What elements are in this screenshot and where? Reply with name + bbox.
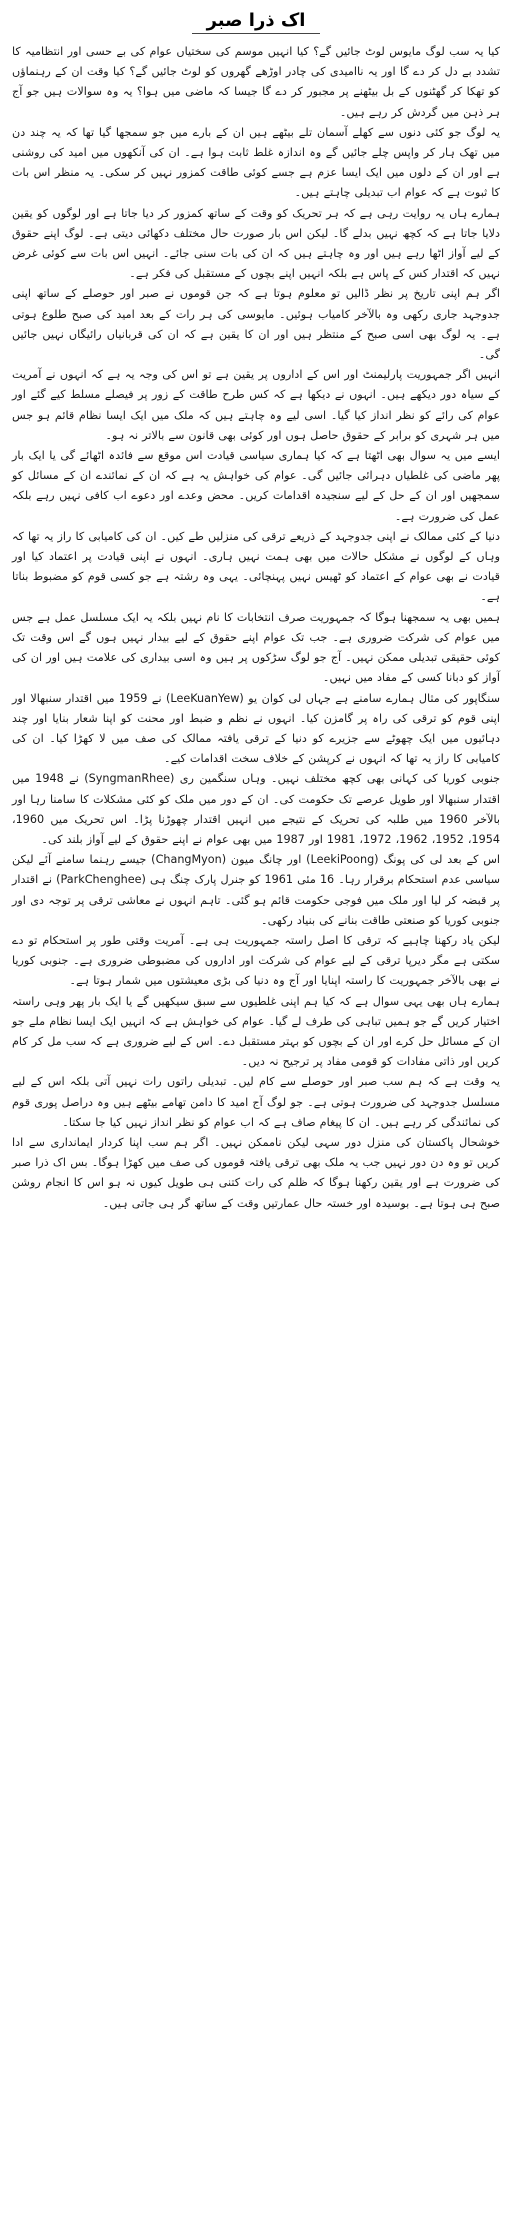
article-paragraph: انہیں اگر جمہوریت پارلیمنٹ اور اس کے اداروں پر یقین ہے تو اس کی وجہ یہ ہے کہ انہوں نے آمریت کے سیاہ دور دیکھے ہیں۔ انہوں نے دیکھا ہے کہ کس طرح طاقت کے زور پر فیصلے مسلط کیے گئے اور عوام کی رائے کو نظر انداز کیا گیا۔ اسی لیے وہ چاہتے ہیں کہ ملک میں ایک ایسا نظام قائم ہو جس میں ہر شہری کو برابر کے حقوق حاصل ہوں اور کوئی بھی قانون سے بالاتر نہ ہو۔ [12,368,500,442]
article-paragraph: ہمیں بھی یہ سمجھنا ہوگا کہ جمہوریت صرف انتخابات کا نام نہیں بلکہ یہ ایک مسلسل عمل ہے جس میں عوام کی شرکت ضروری ہے۔ جب تک عوام اپنے حقوق کے لیے بیدار نہیں ہوں گے اس وقت تک کوئی حقیقی تبدیلی ممکن نہیں۔ آج جو لوگ سڑکوں پر ہیں وہ اسی بیداری کی علامت ہیں اور ان کی آواز کو دبانا کسی کے مفاد میں نہیں۔ [12,610,500,685]
article-paragraph: ہمارے ہاں بھی یہی سوال ہے کہ کیا ہم اپنی غلطیوں سے سبق سیکھیں گے یا ایک بار پھر وہی راستہ اختیار کریں گے جو ہمیں تباہی کی طرف لے گیا۔ عوام کی خواہش ہے کہ انہیں ایک ایسا نظام ملے جو ان کے مسائل حل کرے اور ان کے بچوں کو بہتر مستقبل دے۔ اس کے لیے ضروری ہے کہ سب مل کر کام کریں اور ذاتی مفادات کو قومی مفاد پر ترجیح نہ دیں۔ [12,994,500,1069]
article-paragraph: کیا یہ سب لوگ مایوس لوٹ جائیں گے؟ کیا انہیں موسم کی سختیاں عوام کی بے حسی اور انتظامیہ کا تشدد بے دل کر دے گا اور یہ ناامیدی کی چادر اوڑھے گھروں کو لوٹ جائیں گے؟ کیا وقت ان کے رہنماؤں کو تھکا کر گھٹنوں کے بل بیٹھنے پر مجبور کر دے گا جیسا کہ ماضی میں ہوا؟ یہ وہ سوالات ہیں جو آج ہر ذہن میں گردش کر رہے ہیں۔ [12,45,500,119]
article-paragraph: یہ وقت ہے کہ ہم سب صبر اور حوصلے سے کام لیں۔ تبدیلی راتوں رات نہیں آتی بلکہ اس کے لیے مسلسل جدوجہد کی ضرورت ہوتی ہے۔ جو لوگ آج امید کا دامن تھامے بیٹھے ہیں وہ دراصل پوری قوم کی نمائندگی کر رہے ہیں۔ ان کا پیغام صاف ہے کہ اب عوام کو نظر انداز نہیں کیا جا سکتا۔ [12,1075,500,1129]
title-underline [192,33,320,34]
article-paragraph: اگر ہم اپنی تاریخ پر نظر ڈالیں تو معلوم ہوتا ہے کہ جن قوموں نے صبر اور حوصلے کے ساتھ اپنی جدوجہد جاری رکھی وہ بالآخر کامیاب ہوئیں۔ مایوسی کی ہر رات کے بعد امید کی صبح طلوع ہوتی ہے۔ یہ لوگ بھی اسی صبح کے منتظر ہیں اور ان کا یقین ہے کہ ان کی قربانیاں رائیگاں نہیں جائیں گی۔ [12,287,500,362]
title-block [12,10,500,36]
article-paragraph: ایسے میں یہ سوال بھی اٹھتا ہے کہ کیا ہماری سیاسی قیادت اس موقع سے فائدہ اٹھائے گی یا ایک بار پھر ماضی کی غلطیاں دہرائی جائیں گی۔ عوام کی خواہش یہ ہے کہ ان کے نمائندے ان کے مسائل کو سمجھیں اور ان کے حل کے لیے سنجیدہ اقدامات کریں۔ محض وعدے اور دعوے اب کافی نہیں رہے بلکہ عمل کی ضرورت ہے۔ [12,449,500,523]
article-body [12,42,500,1214]
article-paragraph: ہمارے ہاں یہ روایت رہی ہے کہ ہر تحریک کو وقت کے ساتھ کمزور کر دیا جاتا ہے اور لوگوں کو یقین دلایا جاتا ہے کہ کچھ نہیں بدلے گا۔ لیکن اس بار صورت حال مختلف دکھائی دیتی ہے۔ لوگ اپنے حقوق کے لیے آواز اٹھا رہے ہیں اور وہ چاہتے ہیں کہ ان کی بات سنی جائے۔ انہیں اس بات سے کوئی غرض نہیں کہ اقتدار کس کے پاس ہے بلکہ انہیں اپنے بچوں کے مستقبل کی فکر ہے۔ [12,206,500,281]
article-paragraph: سنگاپور کی مثال ہمارے سامنے ہے جہاں لی کوان یو (LeeKuanYew) نے 1959 میں اقتدار سنبھالا اور اپنی قوم کو ترقی کی راہ پر گامزن کیا۔ انہوں نے نظم و ضبط اور محنت کو اپنا شعار بنایا اور چند دہائیوں میں ایک چھوٹے سے جزیرے کو دنیا کے ترقی یافتہ ممالک کی صف میں لا کھڑا کیا۔ ان کی کامیابی کا راز یہ تھا کہ انہوں نے کرپشن کے خلاف سخت اقدامات کیے۔ [12,691,500,766]
article-paragraph: یہ لوگ جو کئی دنوں سے کھلے آسمان تلے بیٹھے ہیں ان کے بارے میں جو سمجھا گیا تھا کہ یہ چند دن میں تھک ہار کر واپس چلے جائیں گے وہ اندازہ غلط ثابت ہوا ہے۔ ان کی آنکھوں میں امید کی روشنی ہے اور ان کے دلوں میں ایک ایسا عزم ہے جسے کوئی طاقت کمزور نہیں کر سکی۔ یہ منظر اس بات کا ثبوت ہے کہ عوام اب تبدیلی چاہتے ہیں۔ [12,125,500,200]
article-paragraph: جنوبی کوریا کی کہانی بھی کچھ مختلف نہیں۔ وہاں سنگمین ری (SyngmanRhee) نے 1948 میں اقتدار سنبھالا اور طویل عرصے تک حکومت کی۔ ان کے دور میں ملک کو کئی مشکلات کا سامنا رہا اور بالآخر 1960 میں طلبہ کی تحریک کے نتیجے میں انہیں اقتدار چھوڑنا پڑا۔ اس تحریک میں 1960، 1954، 1952، 1962، 1972، 1981 اور 1987 میں بھی عوام نے اپنے حقوق کے لیے آواز بلند کی۔ [12,772,500,846]
article-paragraph: اس کے بعد لی کی پونگ (LeekiPoong) اور چانگ میون (ChangMyon) جیسے رہنما سامنے آئے لیکن سیاسی عدم استحکام برقرار رہا۔ 16 مئی 1961 کو جنرل پارک چنگ ہی (ParkChenghee) نے اقتدار پر قبضہ کر لیا اور ملک میں فوجی حکومت قائم ہو گئی۔ تاہم انہوں نے معاشی ترقی پر توجہ دی اور جنوبی کوریا کو صنعتی طاقت بنانے کی بنیاد رکھی۔ [12,853,500,927]
article-title: اک ذرا صبر [206,10,306,31]
article-paragraph: دنیا کے کئی ممالک نے اپنی جدوجہد کے ذریعے ترقی کی منزلیں طے کیں۔ ان کی کامیابی کا راز یہ تھا کہ وہاں کے لوگوں نے مشکل حالات میں بھی ہمت نہیں ہاری۔ انہوں نے اپنی قیادت پر اعتماد کیا اور قیادت نے بھی عوام کے اعتماد کو ٹھیس نہیں پہنچائی۔ یہی وہ رشتہ ہے جو کسی قوم کو مضبوط بناتا ہے۔ [12,529,500,604]
article-paragraph: خوشحال پاکستان کی منزل دور سہی لیکن ناممکن نہیں۔ اگر ہم سب اپنا کردار ایمانداری سے ادا کریں تو وہ دن دور نہیں جب یہ ملک بھی ترقی یافتہ قوموں کی صف میں کھڑا ہوگا۔ بس اک ذرا صبر کی ضرورت ہے اور یقین رکھنا ہوگا کہ ظلم کی رات کتنی ہی طویل کیوں نہ ہو اس کا انجام روشن صبح ہی ہوتا ہے۔ بوسیدہ اور خستہ حال عمارتیں وقت کے ساتھ گر ہی جاتی ہیں۔ [12,1135,500,1210]
article-paragraph: لیکن یاد رکھنا چاہیے کہ ترقی کا اصل راستہ جمہوریت ہی ہے۔ آمریت وقتی طور پر استحکام تو دے سکتی ہے مگر دیرپا ترقی کے لیے عوام کی شرکت اور اداروں کی مضبوطی ضروری ہے۔ جنوبی کوریا نے بھی بالآخر جمہوریت کا راستہ اپنایا اور آج وہ دنیا کی بڑی معیشتوں میں شمار ہوتا ہے۔ [12,933,500,988]
